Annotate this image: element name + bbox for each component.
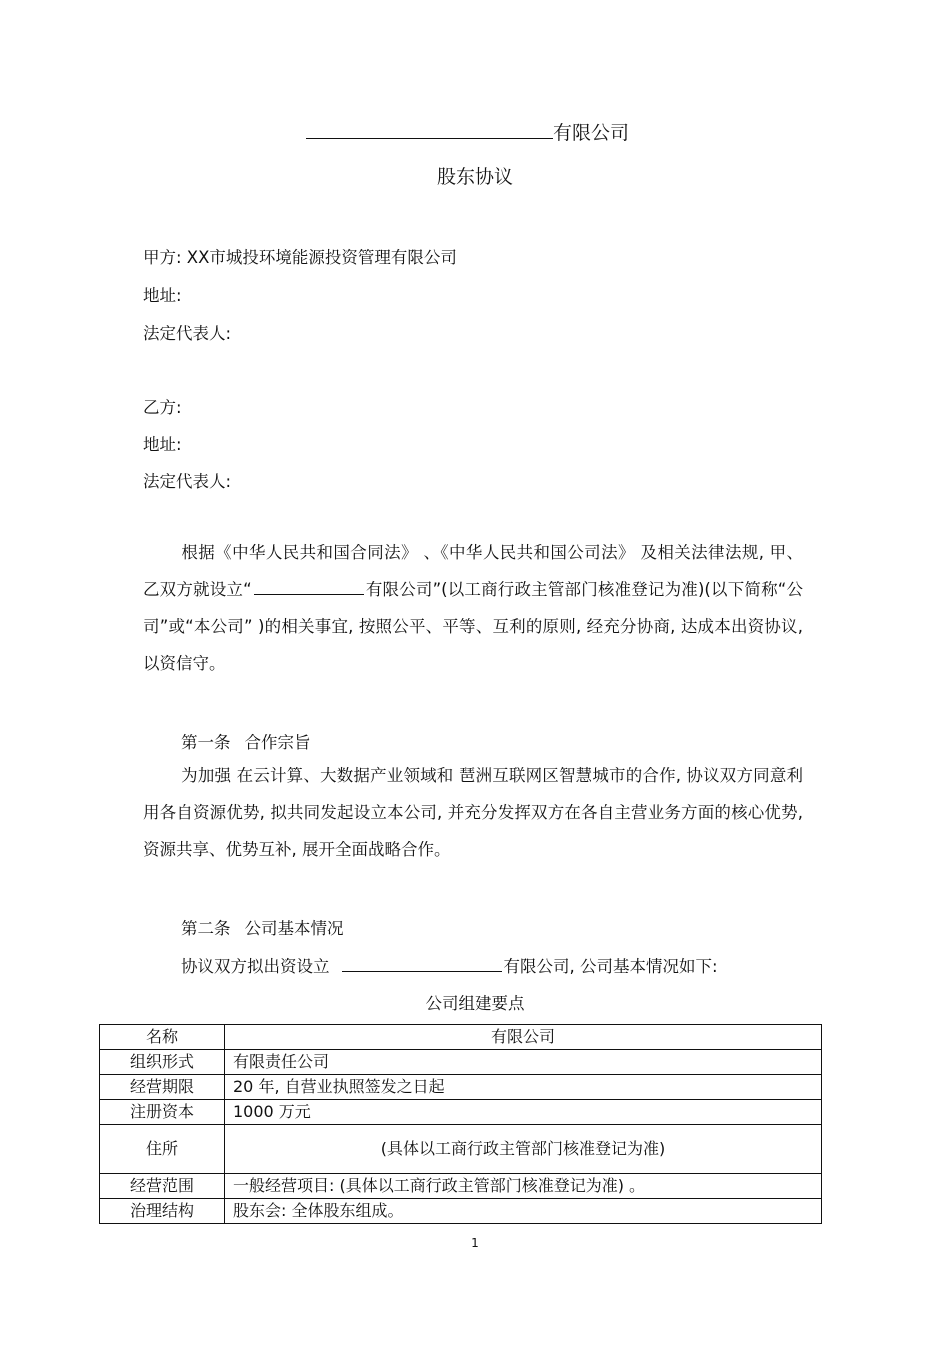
article-1-body [143,757,803,868]
table-key-cell: 治理结构 [100,1199,225,1224]
table-key-cell: 组织形式 [100,1050,225,1075]
article-2-heading [181,915,344,939]
preamble-company-blank [254,578,364,596]
article-2-number: 第二条 [181,919,231,938]
table-key-cell: 注册资本 [100,1100,225,1125]
table-value-cell: 1000 万元 [225,1100,822,1125]
table-key-cell: 经营范围 [100,1174,225,1199]
article-1-number: 第一条 [181,733,231,752]
table-row [100,1174,822,1199]
article-2-intro-prefix: 协议双方拟出资设立 [181,957,330,976]
party-a-address: 地址: [143,286,182,305]
table-value-cell: 20 年, 自营业执照签发之日起 [225,1075,822,1100]
table-value-cell: 一般经营项目: (具体以工商行政主管部门核准登记为准) 。 [225,1174,822,1199]
article-1-text: 为加强 在云计算、大数据产业领域和 琶洲互联网区智慧城市的合作, 协议双方同意利用各自资源优势, 拟共同发起设立本公司, 并充分发挥双方在各自主营业务方面的核心优势, 资源共享、优势互补, 展开全面战略合作。 [143,766,803,859]
preamble-text-2: 有限公司”(以工商行政主管部门核准登记为准)(以下简称“公司”或“本公司” )的相关事宜, 按照公平、平等、互利的原则, 经充分协商, 达成本出资协议, 以资信守。 [143,580,803,673]
table-row [100,1025,822,1050]
article-2-company-blank [342,955,502,973]
table-caption: 公司组建要点 [425,994,525,1013]
table-row [100,1199,822,1224]
article-2-intro-suffix: 有限公司, 公司基本情况如下: [503,957,718,976]
document-title: 股东协议 [436,166,513,188]
preamble-paragraph [143,534,803,682]
table-row [100,1050,822,1075]
table-value-cell: 股东会: 全体股东组成。 [225,1199,822,1224]
table-value-cell: 有限责任公司 [225,1050,822,1075]
table-key-cell: 住所 [100,1125,225,1174]
table-row [100,1125,822,1174]
table-value-cell: (具体以工商行政主管部门核准登记为准) [225,1125,822,1174]
page-number: 1 [471,1236,479,1250]
party-b-address: 地址: [143,435,182,454]
company-setup-table [99,1024,822,1224]
article-1-title: 合作宗旨 [244,733,311,752]
preamble-text-1: 根据《中华人民共和国合同法》 、《中华人民共和国公司法》 及相关法律法规, 甲、乙双方就设立“ [143,543,803,599]
party-a-name: 甲方: XX市城投环境能源投资管理有限公司 [143,248,457,267]
article-2-title: 公司基本情况 [244,919,344,938]
table-key-cell: 经营期限 [100,1075,225,1100]
table-row [100,1075,822,1100]
company-name-title [306,118,629,145]
party-b-name: 乙方: [143,398,182,417]
table-key-cell: 名称 [100,1025,225,1050]
article-2-intro [181,953,718,977]
article-1-heading [181,729,311,753]
table-row [100,1100,822,1125]
company-name-blank [306,119,553,139]
party-b-representative: 法定代表人: [143,472,232,491]
table-value-cell: 有限公司 [225,1025,822,1050]
party-a-representative: 法定代表人: [143,324,232,343]
company-suffix: 有限公司 [553,122,630,144]
